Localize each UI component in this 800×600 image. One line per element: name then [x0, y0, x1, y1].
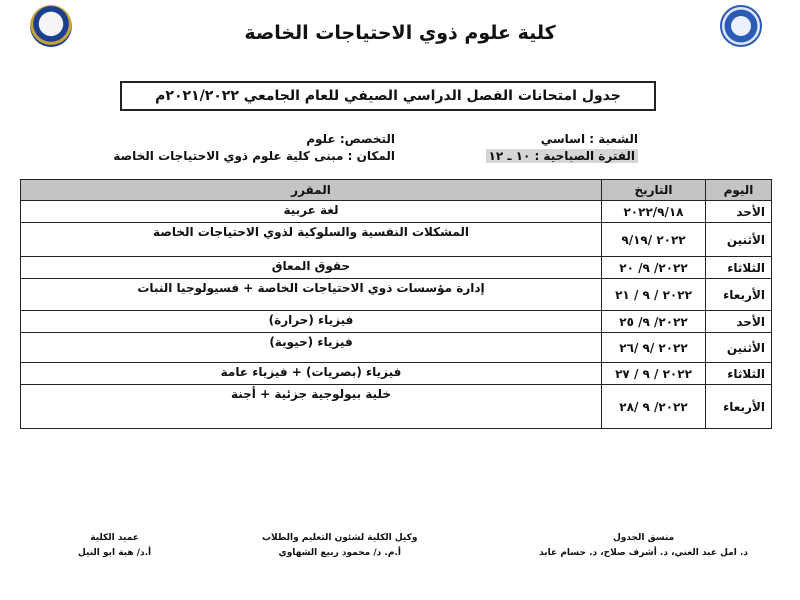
location-label: المكان : مبنى كلية علوم ذوي الاحتياجات الخاصة: [113, 149, 395, 163]
schedule-title-box: [120, 81, 656, 111]
row-day: الأحد: [706, 311, 772, 333]
row-course: فيزياء (حيوية): [21, 333, 602, 363]
row-day: الأثنين: [706, 333, 772, 363]
dean-name: أ.د/ هبة ابو النيل: [78, 548, 152, 558]
table-row: [21, 333, 772, 363]
header-day: اليوم: [706, 180, 772, 201]
table-row: [21, 279, 772, 311]
dean-title: عميد الكلية: [90, 533, 139, 543]
row-day: الأحد: [706, 201, 772, 223]
row-course: خلية بيولوجية جزئية + أجنة: [21, 385, 602, 429]
table-row: [21, 385, 772, 429]
row-course: لغة عربية: [21, 201, 602, 223]
specialization-label: التخصص: علوم: [306, 132, 395, 146]
table-row: [21, 223, 772, 257]
coordinator-title: منسق الجدول: [612, 533, 675, 543]
row-course: فيزياء (بصريات) + فيزياء عامة: [21, 363, 602, 385]
row-course: حقوق المعاق: [21, 257, 602, 279]
table-row: [21, 311, 772, 333]
row-course: فيزياء (حرارة): [21, 311, 602, 333]
branch-label: الشعبة : اساسي: [540, 132, 638, 146]
row-date: ٢٠٢٢ / ٩ / ٢١: [602, 279, 706, 311]
meta-spec-location: [113, 131, 395, 165]
row-course: إدارة مؤسسات ذوي الاحتياجات الخاصة + فسيولوجيا النبات: [21, 279, 602, 311]
table-row: [21, 363, 772, 385]
row-day: الثلاثاء: [706, 257, 772, 279]
signature-coordinator: [539, 531, 748, 561]
row-course: المشكلات النفسية والسلوكية لذوي الاحتياجات الخاصة: [21, 223, 602, 257]
vice-name: أ.م. د/ محمود ربيع الشهاوي: [278, 548, 401, 558]
college-title: كلية علوم ذوي الاحتياجات الخاصة: [244, 22, 556, 44]
header-date: التاريخ: [602, 180, 706, 201]
table-row: [21, 201, 772, 223]
schedule-title: جدول امتحانات الفصل الدراسي الصيفي للعام الجامعي ٢٠٢١/٢٠٢٢م: [155, 88, 621, 104]
period-label: الفترة الصباحية : ١٠ ـ ١٢: [486, 149, 639, 163]
row-date: ٢٠٢٢ /٩ /٢٦: [602, 333, 706, 363]
row-date: ٢٠٢٢/ ٩ /٢٨: [602, 385, 706, 429]
header-course: المقرر: [21, 180, 602, 201]
signature-vice-dean: [262, 531, 417, 561]
row-day: الثلاثاء: [706, 363, 772, 385]
signature-dean: [78, 531, 151, 561]
row-date: ٢٠٢٢/٩/١٨: [602, 201, 706, 223]
meta-branch-period: [486, 131, 639, 165]
row-day: الأثنين: [706, 223, 772, 257]
table-row: [21, 257, 772, 279]
row-date: ٢٠٢٢/ ٩/ ٢٥: [602, 311, 706, 333]
row-date: ٢٠٢٢ / ٩ / ٢٧: [602, 363, 706, 385]
coordinator-names: د. امل عبد الغني، د. أشرف صلاح، د. حسام عابد: [539, 548, 748, 558]
vice-title: وكيل الكلية لشئون التعليم والطلاب: [262, 533, 418, 543]
table-header-row: [21, 180, 772, 201]
row-day: الأربعاء: [706, 385, 772, 429]
row-day: الأربعاء: [706, 279, 772, 311]
exam-schedule-table: [20, 179, 772, 429]
row-date: ٢٠٢٢/ ٩/ ٢٠: [602, 257, 706, 279]
row-date: ٢٠٢٢ /٩/١٩: [602, 223, 706, 257]
